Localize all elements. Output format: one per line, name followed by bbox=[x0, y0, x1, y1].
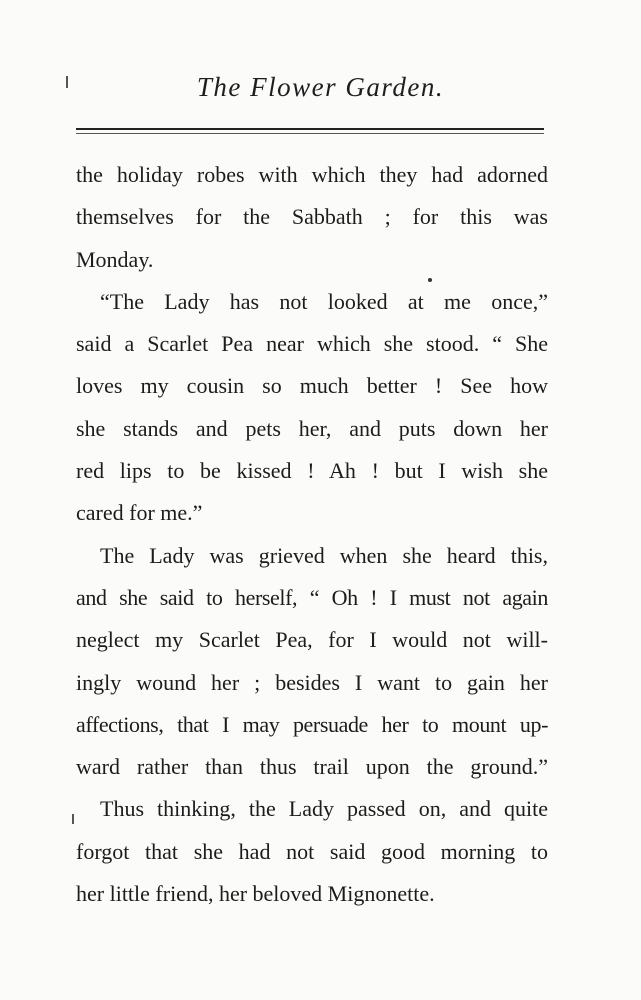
text-line: she stands and pets her, and puts down her bbox=[76, 415, 548, 441]
text-line: ingly wound her ; besides I want to gain her bbox=[76, 669, 548, 695]
text-line: cared for me.” bbox=[76, 500, 203, 526]
text-line: forgot that she had not said good morning to bbox=[76, 838, 548, 864]
text-line: said a Scarlet Pea near which she stood. “ She bbox=[76, 331, 548, 357]
text-line: loves my cousin so much better ! See how bbox=[76, 373, 548, 399]
text-line: affections, that I may persuade her to mount up- bbox=[76, 711, 548, 737]
text-line: neglect my Scarlet Pea, for I would not will- bbox=[76, 627, 548, 653]
text-line: themselves for the Sabbath ; for this was bbox=[76, 204, 548, 230]
text-line: red lips to be kissed ! Ah ! but I wish she bbox=[76, 458, 548, 484]
text-line: The Lady was grieved when she heard this, bbox=[100, 542, 548, 568]
left-edge-mark-lower bbox=[72, 814, 74, 824]
text-line: and she said to herself, “ Oh ! I must not again bbox=[76, 584, 548, 610]
running-title: The Flower Garden. bbox=[196, 72, 445, 102]
header-rule-thin bbox=[76, 133, 544, 134]
text-line: ward rather than thus trail upon the ground.” bbox=[76, 754, 548, 780]
body-text bbox=[76, 154, 548, 915]
text-line: her little friend, her beloved Mignonette. bbox=[76, 881, 435, 907]
text-line: Thus thinking, the Lady passed on, and quite bbox=[100, 796, 548, 822]
header-rule bbox=[76, 128, 544, 130]
text-line: “The Lady has not looked at me once,” bbox=[100, 288, 548, 314]
text-line: Monday. bbox=[76, 246, 154, 272]
text-line: the holiday robes with which they had adorned bbox=[76, 162, 548, 187]
